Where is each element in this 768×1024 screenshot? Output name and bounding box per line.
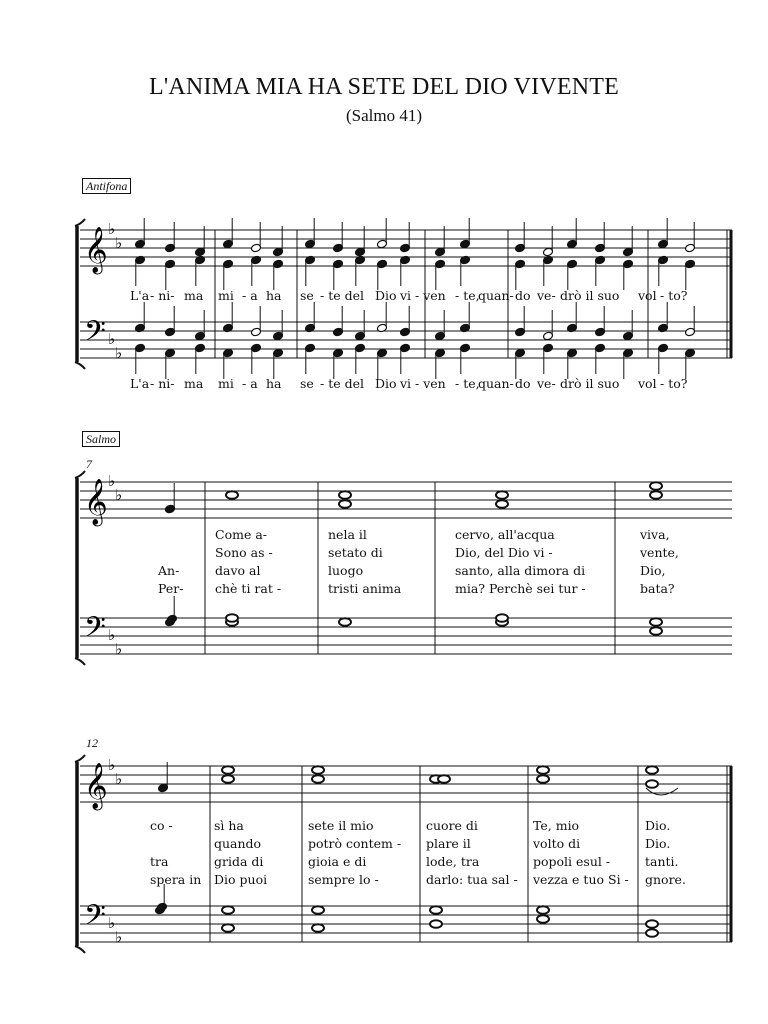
antifona-lyric-upper: - te, <box>455 288 480 303</box>
whole-note <box>496 500 508 508</box>
salmo2-lyric: Dio. <box>645 818 671 833</box>
whole-note <box>650 482 662 490</box>
antifona-lyric-lower: vol <box>638 376 657 391</box>
whole-note <box>646 780 658 788</box>
bass-clef-icon: 𝄢 <box>84 611 106 651</box>
key-flat-icon: ♭ <box>115 928 123 946</box>
bracket-bottom-hook <box>75 362 85 369</box>
bracket-top-hook <box>75 471 85 478</box>
key-flat-icon: ♭ <box>108 330 116 348</box>
salmo1-lyric: davo al <box>215 563 261 578</box>
antifona-lyric-upper: - a <box>242 288 258 303</box>
antifona-lyric-lower: - to? <box>660 376 688 391</box>
antifona-lyric-upper: quan- <box>478 288 514 303</box>
antifona-lyric-lower: ma <box>184 376 204 391</box>
whole-note <box>650 618 662 626</box>
salmo1-lyric: Come a- <box>215 527 267 542</box>
whole-note <box>312 924 324 932</box>
measure-number-7: 7 <box>86 457 92 471</box>
whole-note <box>312 766 324 774</box>
key-flat-icon: ♭ <box>108 472 116 490</box>
antifona-lyric-upper: vol <box>638 288 657 303</box>
antifona-lyric-lower: L'a <box>130 376 150 391</box>
antifona-lyric-upper: - ven <box>415 288 446 303</box>
whole-note <box>537 906 549 914</box>
whole-note <box>646 766 658 774</box>
salmo2-lyric: spera in <box>150 872 202 887</box>
bass-clef-icon: 𝄢 <box>84 899 106 939</box>
antifona-lyric-upper: do <box>515 288 531 303</box>
whole-note <box>339 618 351 626</box>
antifona-lyric-upper: vi <box>400 288 412 303</box>
whole-note <box>650 627 662 635</box>
antifona-lyric-upper: ha <box>266 288 282 303</box>
whole-note <box>339 491 351 499</box>
salmo1-lyric: vente, <box>640 545 679 560</box>
antifona-lyric-upper: ma <box>184 288 204 303</box>
salmo1-lyric: viva, <box>640 527 670 542</box>
whole-note <box>226 491 238 499</box>
antifona-lyric-lower: - ven <box>415 376 446 391</box>
salmo2-lyric: quando <box>214 836 262 851</box>
whole-note <box>339 500 351 508</box>
salmo2-lyric: grida di <box>214 854 264 869</box>
whole-note <box>537 915 549 923</box>
salmo1-lyric: An- <box>158 563 180 578</box>
salmo1-lyric: luogo <box>328 563 364 578</box>
salmo1-lyric: setato di <box>328 545 383 560</box>
antifona-lyric-upper: Dio <box>375 288 397 303</box>
whole-note <box>496 491 508 499</box>
key-flat-icon: ♭ <box>108 220 116 238</box>
whole-note <box>430 920 442 928</box>
whole-note <box>222 775 234 783</box>
antifona-lyric-lower: mi <box>218 376 234 391</box>
antifona-lyric-upper: - te del <box>320 288 364 303</box>
key-flat-icon: ♭ <box>115 640 123 658</box>
salmo2-lyric: tra <box>150 854 169 869</box>
salmo2-lyric: tanti. <box>645 854 679 869</box>
antifona-lyric-upper: mi <box>218 288 234 303</box>
whole-note <box>496 614 508 622</box>
salmo1-lyric: Dio, <box>640 563 666 578</box>
salmo1-lyric: chè ti rat - <box>215 581 282 596</box>
tie-icon <box>646 788 678 795</box>
antifona-lyric-lower: vi <box>400 376 412 391</box>
antifona-lyric-lower: - te, <box>455 376 480 391</box>
treble-clef-icon: 𝄞 <box>84 763 108 809</box>
salmo-label: Salmo <box>82 431 120 447</box>
whole-note <box>646 929 658 937</box>
antifona-lyric-upper: - to? <box>660 288 688 303</box>
key-flat-icon: ♭ <box>115 770 123 788</box>
whole-note <box>226 614 238 622</box>
salmo1-lyric: tristi anima <box>328 581 402 596</box>
whole-note <box>438 775 450 783</box>
salmo2-lyric: lode, tra <box>426 854 480 869</box>
salmo1-lyric: bata? <box>640 581 675 596</box>
antifona-lyric-lower: - a <box>242 376 258 391</box>
antifona-lyric-lower: ha <box>266 376 282 391</box>
treble-clef-icon: 𝄞 <box>84 227 108 273</box>
antifona-lyric-upper: drò il suo <box>560 288 620 303</box>
salmo2-lyric: Dio. <box>645 836 671 851</box>
bass-clef-icon: 𝄢 <box>84 315 106 355</box>
salmo1-lyric: nela il <box>328 527 367 542</box>
key-flat-icon: ♭ <box>108 626 116 644</box>
salmo2-lyric: sempre lo - <box>308 872 379 887</box>
whole-note <box>646 920 658 928</box>
key-flat-icon: ♭ <box>115 344 123 362</box>
treble-clef-icon: 𝄞 <box>84 479 108 525</box>
antifona-lyric-upper: - ni- <box>150 288 175 303</box>
antifona-lyric-lower: quan- <box>478 376 514 391</box>
antifona-lyric-lower: ve- <box>537 376 556 391</box>
salmo2-lyric: co - <box>150 818 173 833</box>
key-flat-icon: ♭ <box>115 486 123 504</box>
salmo1-lyric: Dio, del Dio vi - <box>455 545 553 560</box>
salmo2-lyric: gioia e di <box>308 854 367 869</box>
antifona-lyric-lower: drò il suo <box>560 376 620 391</box>
salmo2-lyric: Te, mio <box>533 818 580 833</box>
antifona-lyric-upper: ve- <box>537 288 556 303</box>
salmo2-lyric: volto di <box>533 836 581 851</box>
salmo1-lyric: mia? Perchè sei tur - <box>455 581 586 596</box>
whole-note <box>537 766 549 774</box>
whole-note <box>430 906 442 914</box>
salmo2-lyric: Dio puoi <box>214 872 268 887</box>
antifona-lyric-lower: - ni- <box>150 376 175 391</box>
salmo2-lyric: darlo: tua sal - <box>426 872 518 887</box>
bracket-bottom-hook <box>75 946 85 953</box>
salmo1-lyric: Per- <box>158 581 184 596</box>
whole-note <box>222 924 234 932</box>
bracket-bottom-hook <box>75 658 85 665</box>
salmo2-lyric: potrò contem - <box>308 836 402 851</box>
whole-note <box>312 906 324 914</box>
antifona-lyric-lower: se <box>300 376 314 391</box>
salmo1-lyric: Sono as - <box>215 545 273 560</box>
antifona-lyric-upper: se <box>300 288 314 303</box>
whole-note <box>222 906 234 914</box>
key-flat-icon: ♭ <box>108 914 116 932</box>
salmo2-lyric: sete il mio <box>308 818 374 833</box>
page-title: L'ANIMA MIA HA SETE DEL DIO VIVENTE <box>149 74 619 100</box>
salmo1-lyric: santo, alla dimora di <box>455 563 586 578</box>
bracket-top-hook <box>75 219 85 226</box>
antifona-lyric-lower: Dio <box>375 376 397 391</box>
salmo2-lyric: gnore. <box>645 872 686 887</box>
salmo1-lyric: cervo, all'acqua <box>455 527 555 542</box>
antifona-lyric-upper: L'a <box>130 288 150 303</box>
salmo2-lyric: cuore di <box>426 818 478 833</box>
whole-note <box>537 775 549 783</box>
page-subtitle: (Salmo 41) <box>345 106 423 125</box>
whole-note <box>650 491 662 499</box>
key-flat-icon: ♭ <box>108 756 116 774</box>
measure-number-12: 12 <box>86 736 98 750</box>
salmo2-lyric: popoli esul - <box>533 854 611 869</box>
antifona-label: Antifona <box>82 178 131 194</box>
salmo2-lyric: vezza e tuo Si - <box>533 872 629 887</box>
bracket-top-hook <box>75 755 85 762</box>
key-flat-icon: ♭ <box>115 234 123 252</box>
whole-note <box>312 775 324 783</box>
salmo2-lyric: plare il <box>426 836 471 851</box>
whole-note <box>222 766 234 774</box>
antifona-lyric-lower: - te del <box>320 376 364 391</box>
antifona-lyric-lower: do <box>515 376 531 391</box>
salmo2-lyric: sì ha <box>214 818 244 833</box>
